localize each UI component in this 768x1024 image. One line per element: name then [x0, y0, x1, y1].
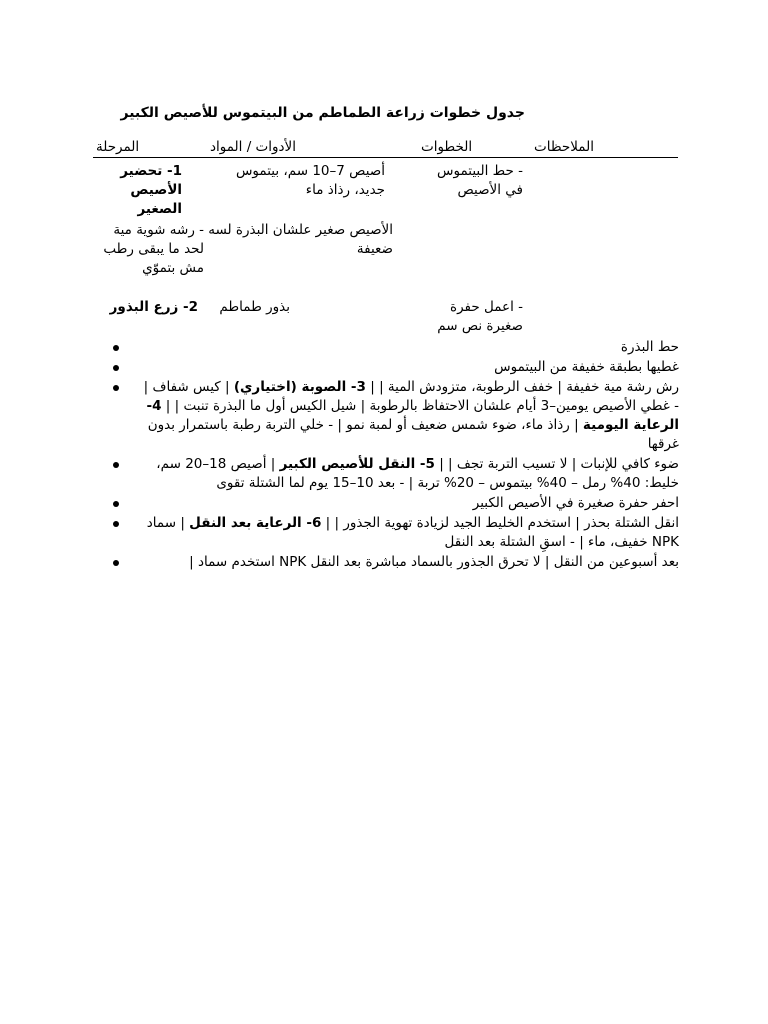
list-item — [113, 378, 679, 454]
header-rule — [93, 157, 678, 158]
stage-heading: 4- الرعاية اليومية — [146, 398, 679, 433]
list-item — [113, 338, 679, 357]
stage-heading: 6- الرعاية بعد النقل — [189, 515, 322, 531]
list-item — [113, 358, 679, 377]
list-item-text-part: | كيس شفاف | - غطي الأصيص يومين–3 أيام علشان الاحتفاظ بالرطوبة | شيل الكيس أول ما البذرة تنبت | | — [143, 379, 679, 414]
list-item-text — [136, 455, 679, 493]
row-2-tools: الأصيص صغير علشان البذرة لسه ضعيفة — [208, 222, 393, 257]
row-1-steps: - حط البيتموس في الأصيص — [437, 163, 523, 198]
stage-heading: 3- الصوبة (اختياري) — [233, 379, 366, 395]
bullet-icon — [113, 501, 119, 507]
document-title: جدول خطوات زراعة الطماطم من البيتموس للأصيص الكبير — [120, 105, 525, 121]
list-item-text: احفر حفرة صغيرة في الأصيص الكبير — [472, 495, 679, 511]
list-item — [113, 514, 679, 552]
row-2-stage: - رشه شوية مية لحد ما يبقى رطب مش بتموّي — [103, 222, 204, 276]
bullet-icon — [113, 462, 119, 468]
list-item — [113, 455, 679, 493]
bullet-icon — [113, 385, 119, 391]
list-item-text — [136, 514, 679, 552]
list-item-text-part: انقل الشتلة بحذر | استخدم الخليط الجيد لزيادة تهوية الجذور | | — [321, 515, 679, 531]
list-item — [113, 553, 679, 572]
bullet-icon — [113, 521, 119, 527]
row-3-tools: بذور طماطم — [219, 299, 290, 315]
list-item-text: حط البذرة — [620, 339, 679, 355]
stage-heading: 5- النقل للأصيص الكبير — [279, 456, 435, 472]
list-item-text-part: رش رشة مية خفيفة | خفف الرطوبة، متزودش المية | | — [365, 379, 679, 395]
header-notes: الملاحظات — [534, 139, 594, 155]
list-item-text-part: | رذاذ ماء، ضوء شمس ضعيف أو لمبة نمو | - خلي التربة رطبة باستمرار بدون غرقها — [147, 417, 679, 452]
list-item-text — [136, 378, 679, 454]
steps-list — [113, 338, 679, 573]
header-stage: المرحلة — [96, 139, 140, 155]
list-item-text-part: ضوء كافي للإنبات | لا تسيب التربة تجف | | — [434, 456, 679, 472]
list-item-text-part: | أصيص 18–20 سم، خليط: 40% رمل – 40% بيتموس – 20% تربة | - بعد 10–15 يوم لما الشتلة تقوى — [156, 456, 679, 491]
list-item-text: بعد أسبوعين من النقل | لا تحرق الجذور بالسماد مباشرة بعد النقل NPK استخدم سماد | — [189, 554, 679, 570]
bullet-icon — [113, 345, 119, 351]
header-steps: الخطوات — [421, 139, 473, 155]
row-1-stage: 1- تحضير الأصيص الصغير — [120, 163, 182, 217]
list-item-text: غطيها بطبقة خفيفة من البيتموس — [494, 359, 679, 375]
bullet-icon — [113, 560, 119, 566]
row-1-tools: أصيص 7–10 سم، بيتموس جديد، رذاذ ماء — [235, 163, 385, 198]
header-tools: الأدوات / المواد — [210, 139, 296, 155]
list-item — [113, 494, 679, 513]
row-3-steps: - اعمل حفرة صغيرة نص سم — [437, 299, 523, 334]
list-item-text-part: | سماد NPK خفيف، ماء | - اسقِ الشتلة بعد النقل — [146, 515, 679, 550]
bullet-icon — [113, 365, 119, 371]
row-3-stage: 2- زرع البذور — [109, 299, 198, 315]
